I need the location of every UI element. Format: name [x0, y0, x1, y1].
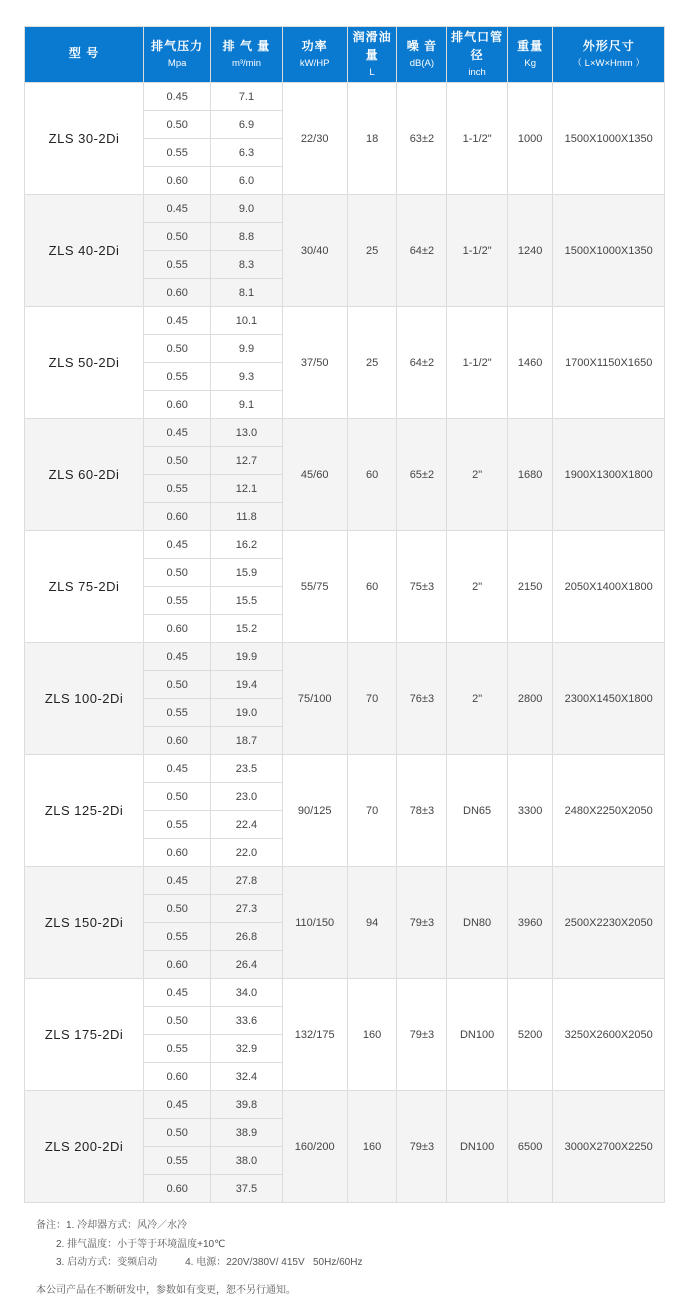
cell-model: ZLS 150-2Di: [25, 867, 144, 979]
cell-dimensions: 1500X1000X1350: [553, 195, 665, 307]
cell-pressure: 0.50: [144, 223, 211, 251]
note-item: 4. 电源：220V/380V/ 415V 50Hz/60Hz: [185, 1257, 363, 1268]
cell-pressure: 0.45: [144, 643, 211, 671]
cell-oil: 60: [347, 419, 397, 531]
cell-weight: 3960: [507, 867, 552, 979]
notes-block: [24, 1217, 665, 1273]
cell-oil: 70: [347, 755, 397, 867]
table-row: [25, 419, 665, 447]
cell-pressure: 0.60: [144, 727, 211, 755]
specification-table: [24, 26, 665, 1203]
cell-outlet: DN100: [447, 979, 508, 1091]
cell-model: ZLS 50-2Di: [25, 307, 144, 419]
cell-dimensions: 2050X1400X1800: [553, 531, 665, 643]
cell-oil: 94: [347, 867, 397, 979]
cell-noise: 75±3: [397, 531, 447, 643]
cell-power: 110/150: [282, 867, 347, 979]
cell-noise: 76±3: [397, 643, 447, 755]
cell-outlet: 1-1/2": [447, 195, 508, 307]
cell-flow: 12.7: [211, 447, 282, 475]
header-title: 功率: [301, 38, 328, 53]
cell-oil: 70: [347, 643, 397, 755]
cell-pressure: 0.50: [144, 559, 211, 587]
cell-flow: 26.8: [211, 923, 282, 951]
cell-model: ZLS 60-2Di: [25, 419, 144, 531]
header-unit: Kg: [524, 58, 536, 70]
cell-pressure: 0.60: [144, 1063, 211, 1091]
cell-noise: 63±2: [397, 83, 447, 195]
cell-flow: 7.1: [211, 83, 282, 111]
cell-model: ZLS 30-2Di: [25, 83, 144, 195]
cell-outlet: 1-1/2": [447, 307, 508, 419]
cell-pressure: 0.45: [144, 867, 211, 895]
table-row: [25, 307, 665, 335]
table-row: [25, 643, 665, 671]
cell-pressure: 0.55: [144, 1147, 211, 1175]
cell-outlet: DN65: [447, 755, 508, 867]
note-item: 1. 冷却器方式：风冷／水冷: [66, 1220, 188, 1231]
table-header: [25, 27, 665, 83]
cell-oil: 18: [347, 83, 397, 195]
cell-flow: 38.0: [211, 1147, 282, 1175]
cell-flow: 15.9: [211, 559, 282, 587]
cell-power: 45/60: [282, 419, 347, 531]
cell-pressure: 0.50: [144, 1007, 211, 1035]
cell-pressure: 0.55: [144, 363, 211, 391]
cell-flow: 27.3: [211, 895, 282, 923]
cell-pressure: 0.60: [144, 503, 211, 531]
cell-oil: 25: [347, 195, 397, 307]
header-unit: kW/HP: [299, 58, 330, 70]
cell-flow: 18.7: [211, 727, 282, 755]
table-row: [25, 979, 665, 1007]
cell-outlet: DN80: [447, 867, 508, 979]
cell-pressure: 0.50: [144, 111, 211, 139]
cell-flow: 38.9: [211, 1119, 282, 1147]
cell-outlet: 2": [447, 643, 508, 755]
cell-flow: 8.3: [211, 251, 282, 279]
header-unit: Mpa: [167, 58, 187, 70]
cell-dimensions: 2300X1450X1800: [553, 643, 665, 755]
cell-pressure: 0.55: [144, 587, 211, 615]
table-body: [25, 83, 665, 1203]
header-title: 润滑油量: [352, 30, 392, 62]
header-title: 重量: [517, 38, 544, 53]
cell-flow: 9.9: [211, 335, 282, 363]
table-row: [25, 867, 665, 895]
header-unit: dB(A): [409, 58, 435, 70]
cell-flow: 6.3: [211, 139, 282, 167]
cell-pressure: 0.55: [144, 811, 211, 839]
cell-pressure: 0.45: [144, 755, 211, 783]
cell-flow: 33.6: [211, 1007, 282, 1035]
cell-oil: 160: [347, 979, 397, 1091]
cell-oil: 160: [347, 1091, 397, 1203]
note-item: 3. 启动方式：变频启动: [56, 1257, 158, 1268]
cell-pressure: 0.50: [144, 1119, 211, 1147]
cell-power: 22/30: [282, 83, 347, 195]
cell-model: ZLS 200-2Di: [25, 1091, 144, 1203]
cell-model: ZLS 175-2Di: [25, 979, 144, 1091]
cell-oil: 60: [347, 531, 397, 643]
header-title: 型 号: [68, 45, 100, 60]
cell-pressure: 0.60: [144, 1175, 211, 1203]
cell-weight: 2800: [507, 643, 552, 755]
cell-outlet: 2": [447, 419, 508, 531]
cell-dimensions: 2480X2250X2050: [553, 755, 665, 867]
cell-noise: 64±2: [397, 195, 447, 307]
header-title: 外形尺寸: [582, 38, 635, 53]
header-cell-weight: [507, 27, 552, 83]
cell-flow: 16.2: [211, 531, 282, 559]
cell-pressure: 0.50: [144, 671, 211, 699]
cell-power: 132/175: [282, 979, 347, 1091]
cell-flow: 37.5: [211, 1175, 282, 1203]
cell-power: 30/40: [282, 195, 347, 307]
cell-flow: 6.0: [211, 167, 282, 195]
cell-pressure: 0.45: [144, 307, 211, 335]
cell-dimensions: 3000X2700X2250: [553, 1091, 665, 1203]
cell-pressure: 0.60: [144, 279, 211, 307]
cell-flow: 13.0: [211, 419, 282, 447]
cell-flow: 8.8: [211, 223, 282, 251]
header-title: 排气压力: [151, 38, 204, 53]
cell-flow: 15.2: [211, 615, 282, 643]
cell-pressure: 0.45: [144, 195, 211, 223]
cell-oil: 25: [347, 307, 397, 419]
cell-pressure: 0.45: [144, 419, 211, 447]
header-cell-model: [25, 27, 144, 83]
cell-flow: 15.5: [211, 587, 282, 615]
header-row: [25, 27, 665, 83]
cell-pressure: 0.45: [144, 531, 211, 559]
cell-pressure: 0.60: [144, 839, 211, 867]
cell-noise: 78±3: [397, 755, 447, 867]
cell-pressure: 0.55: [144, 139, 211, 167]
cell-flow: 22.4: [211, 811, 282, 839]
cell-flow: 11.8: [211, 503, 282, 531]
header-title: 噪 音: [406, 38, 438, 53]
table-row: [25, 755, 665, 783]
cell-outlet: DN100: [447, 1091, 508, 1203]
cell-pressure: 0.55: [144, 699, 211, 727]
cell-weight: 1240: [507, 195, 552, 307]
cell-power: 90/125: [282, 755, 347, 867]
cell-model: ZLS 100-2Di: [25, 643, 144, 755]
cell-weight: 3300: [507, 755, 552, 867]
header-title: 排气口管径: [451, 30, 504, 62]
table-row: [25, 1091, 665, 1119]
cell-pressure: 0.50: [144, 895, 211, 923]
header-cell-power: [282, 27, 347, 83]
header-cell-flow: [211, 27, 282, 83]
cell-flow: 26.4: [211, 951, 282, 979]
cell-weight: 5200: [507, 979, 552, 1091]
header-cell-pressure: [144, 27, 211, 83]
cell-pressure: 0.45: [144, 979, 211, 1007]
cell-pressure: 0.60: [144, 951, 211, 979]
cell-noise: 79±3: [397, 979, 447, 1091]
cell-power: 75/100: [282, 643, 347, 755]
cell-dimensions: 2500X2230X2050: [553, 867, 665, 979]
cell-flow: 19.4: [211, 671, 282, 699]
cell-noise: 79±3: [397, 867, 447, 979]
cell-flow: 6.9: [211, 111, 282, 139]
note-line-2: [36, 1236, 665, 1255]
cell-model: ZLS 40-2Di: [25, 195, 144, 307]
cell-pressure: 0.55: [144, 1035, 211, 1063]
cell-flow: 34.0: [211, 979, 282, 1007]
cell-flow: 9.0: [211, 195, 282, 223]
note-line-1: [36, 1217, 665, 1236]
cell-flow: 27.8: [211, 867, 282, 895]
cell-outlet: 2": [447, 531, 508, 643]
cell-noise: 79±3: [397, 1091, 447, 1203]
note-item: 2. 排气温度：小于等于环境温度+10℃: [56, 1238, 226, 1250]
cell-weight: 1460: [507, 307, 552, 419]
cell-weight: 1680: [507, 419, 552, 531]
cell-noise: 65±2: [397, 419, 447, 531]
cell-noise: 64±2: [397, 307, 447, 419]
header-unit: L: [369, 67, 375, 78]
cell-dimensions: 3250X2600X2050: [553, 979, 665, 1091]
cell-power: 160/200: [282, 1091, 347, 1203]
cell-dimensions: 1700X1150X1650: [553, 307, 665, 419]
cell-pressure: 0.50: [144, 447, 211, 475]
header-unit: （ L×W×Hmm ）: [572, 58, 645, 70]
cell-flow: 23.0: [211, 783, 282, 811]
cell-flow: 32.4: [211, 1063, 282, 1091]
cell-pressure: 0.60: [144, 391, 211, 419]
table-row: [25, 83, 665, 111]
header-cell-dimensions: [553, 27, 665, 83]
header-unit: m³/min: [231, 58, 261, 70]
cell-flow: 23.5: [211, 755, 282, 783]
cell-pressure: 0.45: [144, 1091, 211, 1119]
cell-model: ZLS 75-2Di: [25, 531, 144, 643]
cell-weight: 2150: [507, 531, 552, 643]
cell-outlet: 1-1/2": [447, 83, 508, 195]
cell-pressure: 0.50: [144, 335, 211, 363]
table-row: [25, 195, 665, 223]
cell-flow: 9.3: [211, 363, 282, 391]
cell-pressure: 0.50: [144, 783, 211, 811]
cell-power: 55/75: [282, 531, 347, 643]
note-line-3: [36, 1254, 665, 1273]
cell-pressure: 0.55: [144, 475, 211, 503]
cell-flow: 19.0: [211, 699, 282, 727]
cell-flow: 39.8: [211, 1091, 282, 1119]
cell-flow: 9.1: [211, 391, 282, 419]
cell-pressure: 0.60: [144, 615, 211, 643]
cell-flow: 22.0: [211, 839, 282, 867]
cell-dimensions: 1500X1000X1350: [553, 83, 665, 195]
cell-flow: 32.9: [211, 1035, 282, 1063]
cell-flow: 8.1: [211, 279, 282, 307]
header-title: 排 气 量: [222, 38, 271, 53]
cell-pressure: 0.55: [144, 251, 211, 279]
cell-flow: 12.1: [211, 475, 282, 503]
cell-pressure: 0.60: [144, 167, 211, 195]
cell-dimensions: 1900X1300X1800: [553, 419, 665, 531]
cell-flow: 10.1: [211, 307, 282, 335]
cell-weight: 1000: [507, 83, 552, 195]
footer-disclaimer: 本公司产品在不断研发中，参数如有变更，恕不另行通知。: [36, 1284, 296, 1296]
cell-pressure: 0.45: [144, 83, 211, 111]
cell-power: 37/50: [282, 307, 347, 419]
cell-weight: 6500: [507, 1091, 552, 1203]
header-cell-noise: [397, 27, 447, 83]
cell-flow: 19.9: [211, 643, 282, 671]
cell-model: ZLS 125-2Di: [25, 755, 144, 867]
notes-label: 备注：: [36, 1220, 66, 1231]
cell-pressure: 0.55: [144, 923, 211, 951]
header-unit: inch: [468, 67, 486, 78]
table-row: [25, 531, 665, 559]
header-cell-oil: [347, 27, 397, 83]
header-cell-outlet: [447, 27, 508, 83]
